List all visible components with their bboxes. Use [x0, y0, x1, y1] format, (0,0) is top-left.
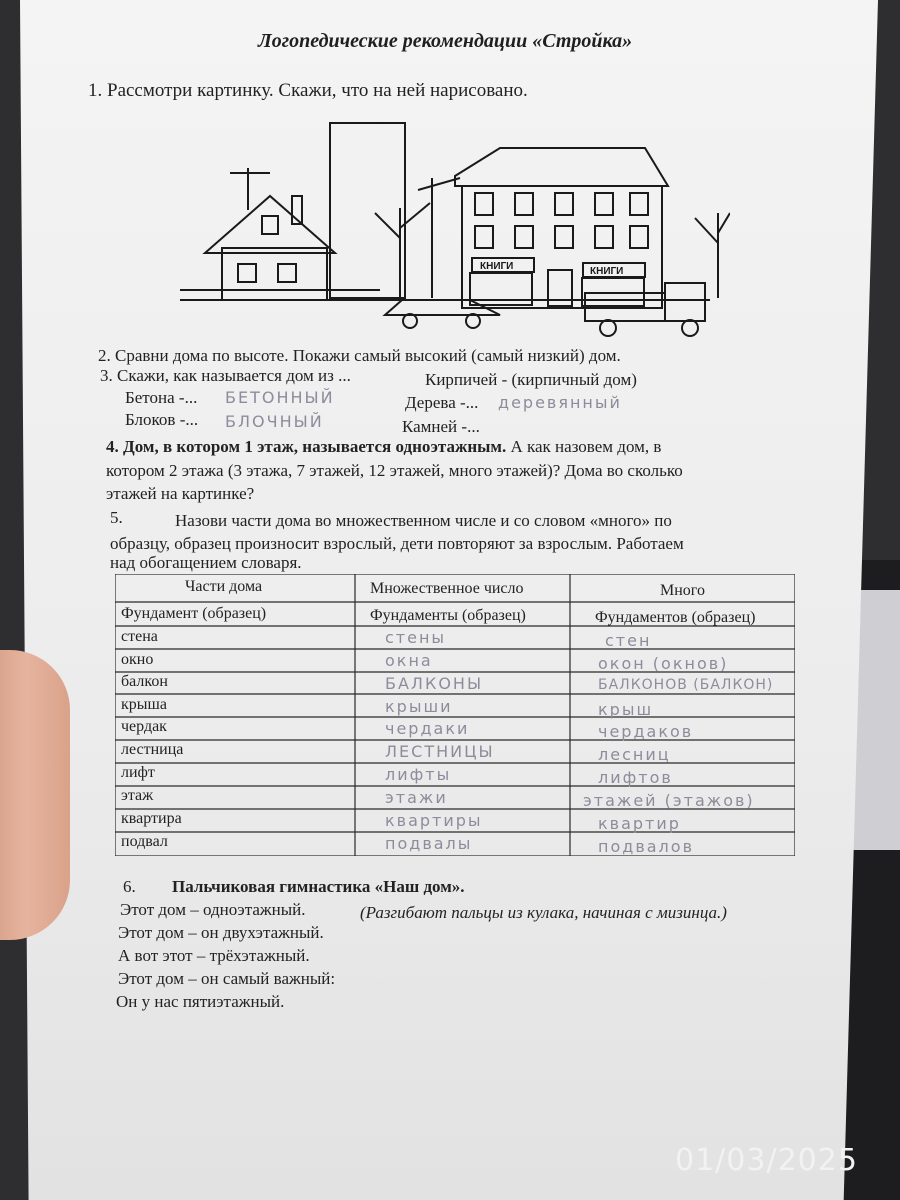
task-4-rest: А как назовем дом, в [510, 437, 662, 456]
holding-hand [0, 650, 70, 940]
shop-sign-1: КНИГИ [480, 261, 514, 272]
row-7-part: лифт [121, 764, 155, 781]
task-3-blocks: Блоков -... [125, 410, 199, 429]
row-5-plural: чердаки [385, 719, 470, 738]
row-3-part: балкон [121, 673, 168, 690]
answer-concrete: БЕТОННЫЙ [225, 388, 335, 407]
row-4-plural: крыши [385, 697, 453, 716]
poem-line-4: Этот дом – он самый важный: [118, 969, 336, 988]
poem-instruction: (Разгибают пальцы из кулака, начиная с мизинца.) [360, 903, 727, 922]
task-4-line-2: котором 2 этажа (3 этажа, 7 этажей, 12 этажей, много этажей)? Дома во сколько [106, 461, 683, 480]
construction-illustration [170, 118, 730, 343]
row-5-many: чердаков [598, 722, 694, 741]
task-5-line-1: Назови части дома во множественном числе и со словом «много» по [175, 511, 672, 530]
task-5-line-2: образцу, образец произносит взрослый, дети повторяют за взрослым. Работаем [110, 534, 684, 553]
poem-line-1: Этот дом – одноэтажный. [120, 900, 306, 919]
poem-line-2: Этот дом – он двухэтажный. [118, 923, 324, 942]
row-8-part: этаж [121, 787, 154, 804]
task-3-stones: Камней -... [402, 417, 480, 436]
task-4-bold: 4. Дом, в котором 1 этаж, называется одноэтажным. [106, 437, 507, 456]
row-7-many: лифтов [598, 768, 673, 787]
row-8-many: этажей (этажов) [583, 791, 755, 810]
row-8-plural: этажи [385, 788, 448, 807]
row-3-many: БАЛКОНОВ (БАЛКОН) [598, 677, 774, 693]
answer-blocks: БЛОЧНЫЙ [225, 412, 324, 431]
row-10-many: подвалов [598, 837, 694, 856]
header-plural: Множественное число [370, 580, 524, 597]
row-9-many: квартир [598, 814, 681, 833]
sample-plural: Фундаменты (образец) [370, 607, 526, 624]
task-6-num: 6. [123, 877, 136, 896]
row-9-plural: квартиры [385, 811, 483, 830]
task-4-line-3: этажей на картинке? [106, 484, 255, 503]
task-4-line-1 [106, 437, 661, 457]
row-3-plural: БАЛКОНЫ [385, 674, 484, 693]
task-3-concrete: Бетона -... [125, 388, 198, 407]
sample-singular: Фундамент (образец) [121, 605, 267, 622]
header-many: Много [660, 582, 705, 599]
sample-many: Фундаментов (образец) [595, 609, 756, 626]
row-6-many: лесниц [598, 745, 671, 764]
row-5-part: чердак [121, 718, 167, 735]
row-4-many: крыш [598, 700, 654, 719]
row-6-plural: ЛЕСТНИЦЫ [385, 742, 495, 761]
poem-line-5: Он у нас пятиэтажный. [116, 992, 285, 1011]
row-10-plural: подвалы [385, 834, 473, 853]
photo-date-stamp: 01/03/2025 [675, 1143, 858, 1178]
row-1-part: стена [121, 628, 158, 645]
shop-sign-2: КНИГИ [590, 266, 624, 277]
task-5-line-3: над обогащением словаря. [110, 553, 302, 572]
task-2: 2. Сравни дома по высоте. Покажи самый высокий (самый низкий) дом. [98, 346, 621, 365]
row-2-many: окон (окнов) [598, 654, 729, 673]
row-9-part: квартира [121, 810, 182, 827]
row-6-part: лестница [121, 741, 184, 758]
task-3-brick: Кирпичей - (кирпичный дом) [425, 370, 637, 389]
row-1-many: стен [605, 631, 652, 650]
task-1: 1. Рассмотри картинку. Скажи, что на ней нарисовано. [88, 80, 528, 101]
answer-wood: деревянный [498, 393, 622, 412]
task-5-num: 5. [110, 508, 123, 527]
document-title: Логопедические рекомендации «Стройка» [258, 30, 633, 52]
row-4-part: крыша [121, 696, 167, 713]
row-7-plural: лифты [385, 765, 452, 784]
task-6-heading: Пальчиковая гимнастика «Наш дом». [172, 877, 465, 896]
task-3-intro: 3. Скажи, как называется дом из ... [100, 366, 351, 385]
row-2-part: окно [121, 651, 154, 668]
header-parts: Части дома [185, 578, 263, 595]
task-3-wood: Дерева -... [405, 393, 479, 412]
row-2-plural: окна [385, 651, 433, 670]
row-1-plural: стены [385, 628, 447, 647]
row-10-part: подвал [121, 833, 168, 850]
poem-line-3: А вот этот – трёхэтажный. [118, 946, 310, 965]
